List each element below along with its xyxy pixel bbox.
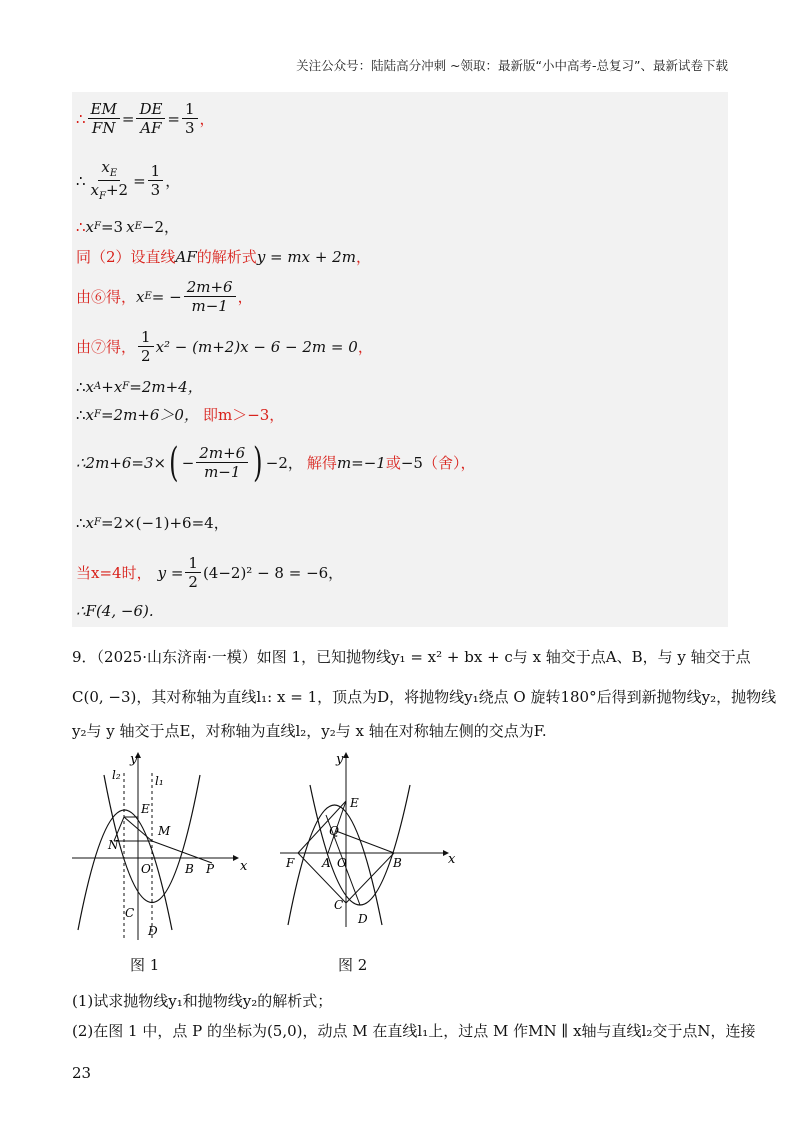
page-number: 23 <box>72 1064 92 1082</box>
svg-text:E: E <box>350 796 359 810</box>
solution-line-12: ∴F(4, −6). <box>76 602 154 620</box>
svg-text:P: P <box>206 862 215 876</box>
solution-line-5: 由⑥得， x E = − $\frac{2m+6}{m-1}$ ， <box>76 278 253 315</box>
svg-text:O: O <box>337 856 347 870</box>
figure-2-caption: 图 2 <box>338 956 368 974</box>
question-2: (2)在图 1 中，点 P 的坐标为(5,0)，动点 M 在直线l₁上，过点 M 作MN ∥ x轴与直线l₂交于点N，连接 <box>72 1022 756 1040</box>
svg-text:x: x <box>448 852 456 867</box>
svg-text:A: A <box>322 856 331 870</box>
solution-line-4: 同（2）设直线 AF 的解析式 y = mx + 2m ， <box>76 247 371 266</box>
svg-text:D: D <box>148 924 158 938</box>
svg-text:y: y <box>336 752 344 767</box>
solution-line-10: ∴ x F =2×(−1)+6=4， <box>76 513 229 532</box>
svg-text:D: D <box>358 912 368 926</box>
figure-2 <box>278 745 458 935</box>
svg-text:l₁: l₁ <box>155 774 164 788</box>
question-1: (1)试求抛物线y₁和抛物线y₂的解析式； <box>72 992 333 1010</box>
solution-line-7: ∴ x A + x F =2m+4， <box>76 377 203 396</box>
solution-line-3: ∴ x F =3 x E −2， <box>76 217 179 236</box>
svg-text:F: F <box>286 856 295 870</box>
segment-mp <box>152 841 212 863</box>
svg-text:M: M <box>158 824 171 838</box>
svg-text:C: C <box>334 898 344 912</box>
figure-1 <box>70 745 250 950</box>
problem-text-line-1: 9．（2025·山东济南·一模）如图 1，已知抛物线y₁ = x² + bx + c与 x 轴交于点A、B，与 y 轴交于点 <box>72 648 751 666</box>
solution-line-6: 由⑦得， $\frac{1}{2}$ x² − (m+2)x − 6 − 2m = 0 ， <box>76 328 373 365</box>
svg-text:E: E <box>141 802 150 816</box>
problem-text-line-3: y₂与 y 轴交于点E，对称轴为直线l₂，y₂与 x 轴在对称轴左侧的交点为F. <box>72 722 547 740</box>
solution-line-2: ∴ $\frac{x_E}{x_F+2}$ = $\frac{1}{3}$ ， <box>76 158 181 202</box>
svg-text:Q: Q <box>329 824 339 838</box>
problem-text-line-2: C(0, −3)，其对称轴为直线l₁: x = 1，顶点为D，将抛物线y₁绕点 O 旋转180°后得到新抛物线y₂，抛物线 <box>72 688 777 706</box>
segment-cb <box>346 853 394 903</box>
svg-text:O: O <box>141 862 151 876</box>
svg-text:C: C <box>125 906 135 920</box>
svg-text:l₂: l₂ <box>112 768 121 782</box>
parabola-y1 <box>310 785 410 905</box>
svg-text:N: N <box>108 838 119 852</box>
svg-text:x: x <box>240 859 248 874</box>
figure-1-caption: 图 1 <box>130 956 160 974</box>
solution-line-9: ∴2m+6=3× ( − $\frac{2m+6}{m-1}$ ) −2， 解得 m=−1 或 −5 （舍）， <box>76 439 476 486</box>
svg-text:y: y <box>130 752 138 767</box>
solution-block <box>72 92 728 627</box>
solution-line-1: ∴ $\frac{EM}{FN}$ = $\frac{DE}{AF}$ = $\frac{1}{3}$ ， <box>76 100 215 137</box>
solution-line-8: ∴ x F =2m+6＞0， 即m＞−3， <box>76 405 285 424</box>
svg-text:B: B <box>185 862 194 876</box>
segment-qb <box>336 831 394 853</box>
svg-text:B: B <box>393 856 402 870</box>
page-header: 关注公众号：陆陆高分冲刺 ~领取：最新版“小中高考-总复习”、最新试卷下载 <box>296 58 728 73</box>
solution-line-11: 当x=4时， y = $\frac{1}{2}$ (4−2)² − 8 = −6， <box>76 554 344 591</box>
